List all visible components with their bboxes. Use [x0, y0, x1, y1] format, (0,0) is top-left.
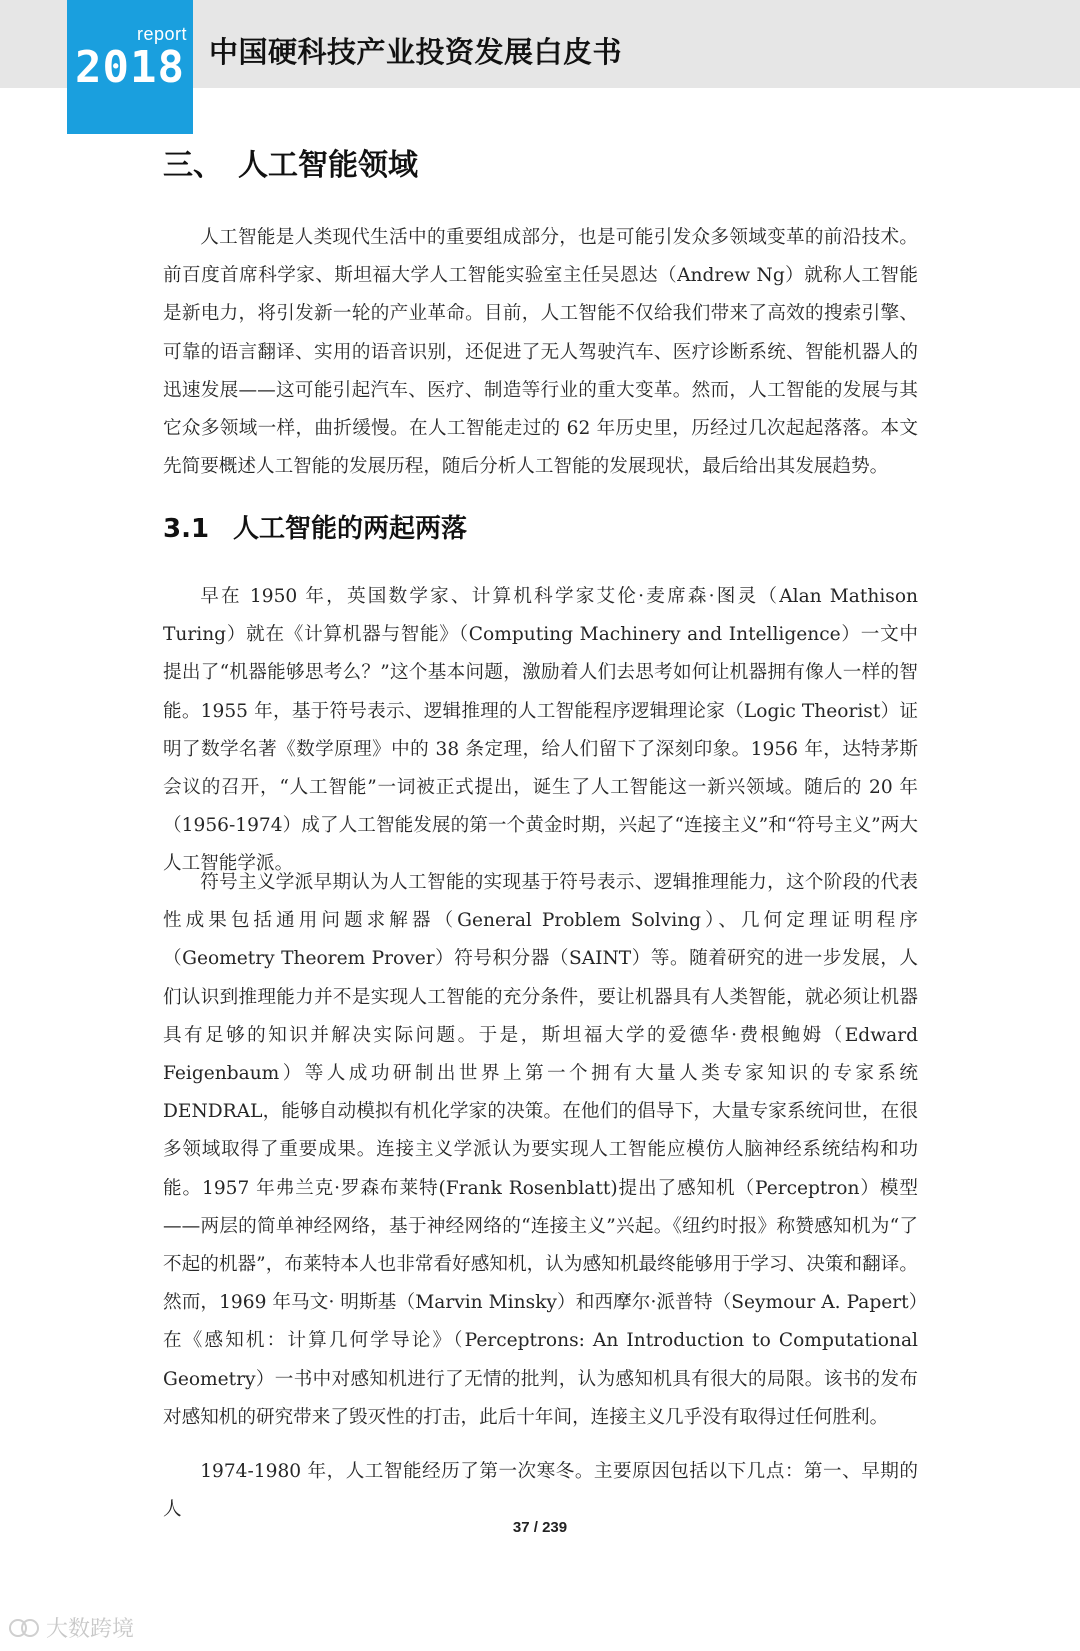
subsection-number: 3.1 [163, 514, 210, 544]
report-title: 中国硬科技产业投资发展白皮书 [209, 35, 623, 69]
subsection-heading [163, 508, 467, 545]
section-number: 三、 [163, 148, 223, 183]
body-paragraph: 符号主义学派早期认为人工智能的实现基于符号表示、逻辑推理能力，这个阶段的代表性成果包括通用问题求解器（General Problem Solving）、几何定理证明程序（Geometry Theorem Prover）符号积分器（SAINT）等。随着研究的进一步发展，人们认识到推理能力并不是实现人工智能的充分条件，要让机器具有人类智能，就必须让机器具有足够的知识并解决实际问题。于是，斯坦福大学的爱德华·费根鲍姆（Edward Feigenbaum）等人成功研制出世界上第一个拥有大量人类专家知识的专家系统 DENDRAL，能够自动模拟有机化学家的决策。在他们的倡导下，大量专家系统问世，在很多领域取得了重要成果。连接主义学派认为要实现人工智能应模仿人脑神经系统结构和功能。1957 年弗兰克·罗森布莱特(Frank Rosenblatt)提出了感知机（Perceptron）模型——两层的简单神经网络，基于神经网络的“连接主义”兴起。《纽约时报》称赞感知机为“了不起的机器”，布莱特本人也非常看好感知机，认为感知机最终能够用于学习、决策和翻译。然而，1969 年马文· 明斯基（Marvin Minsky）和西摩尔·派普特（Seymour A. Papert）在《感知机：计算几何学导论》（Perceptrons: An Introduction to Computational Geometry）一书中对感知机进行了无情的批判，认为感知机具有很大的局限。该书的发布对感知机的研究带来了毁灭性的打击，此后十年间，连接主义几乎没有取得过任何胜利。 [163, 872, 918, 1428]
body-paragraph: 1974-1980 年，人工智能经历了第一次寒冬。主要原因包括以下几点：第一、早期的人 [163, 1461, 918, 1521]
body-paragraph: 早在 1950 年，英国数学家、计算机科学家艾伦·麦席森·图灵（Alan Mathison Turing）就在《计算机器与智能》（Computing Machinery and Intelligence）一文中提出了“机器能够思考么？”这个基本问题，激励着人们去思考如何让机器拥有像人一样的智能。1955 年，基于符号表示、逻辑推理的人工智能程序逻辑理论家（Logic Theorist）证明了数学名著《数学原理》中的 38 条定理，给人们留下了深刻印象。1956 年，达特茅斯会议的召开，“人工智能”一词被正式提出，诞生了人工智能这一新兴领域。随后的 20 年（1956-1974）成了人工智能发展的第一个黄金时期，兴起了“连接主义”和“符号主义”两大人工智能学派。 [163, 586, 918, 875]
watermark-logo-icon [8, 1615, 42, 1641]
intro-paragraph: 人工智能是人类现代生活中的重要组成部分，也是可能引发众多领域变革的前沿技术。前百度首席科学家、斯坦福大学人工智能实验室主任吴恩达（Andrew Ng）就称人工智能是新电力，将引发新一轮的产业革命。目前，人工智能不仅给我们带来了高效的搜索引擎、可靠的语言翻译、实用的语音识别，还促进了无人驾驶汽车、医疗诊断系统、智能机器人的迅速发展——这可能引起汽车、医疗、制造等行业的重大变革。然而，人工智能的发展与其它众多领域一样，曲折缓慢。在人工智能走过的 62 年历史里，历经过几次起起落落。本文先简要概述人工智能的发展历程，随后分析人工智能的发展现状，最后给出其发展趋势。 [163, 227, 918, 478]
logo-report-label: report [136, 24, 187, 44]
subsection-title: 人工智能的两起两落 [233, 514, 468, 544]
page-number: 37 / 239 [512, 1519, 568, 1536]
logo-year: 2018 [75, 42, 185, 93]
section-heading [163, 140, 418, 184]
watermark-text: 大数跨境 [46, 1617, 135, 1642]
section-title: 人工智能领域 [238, 148, 418, 183]
report-logo [67, 0, 193, 134]
watermark [8, 1612, 134, 1643]
